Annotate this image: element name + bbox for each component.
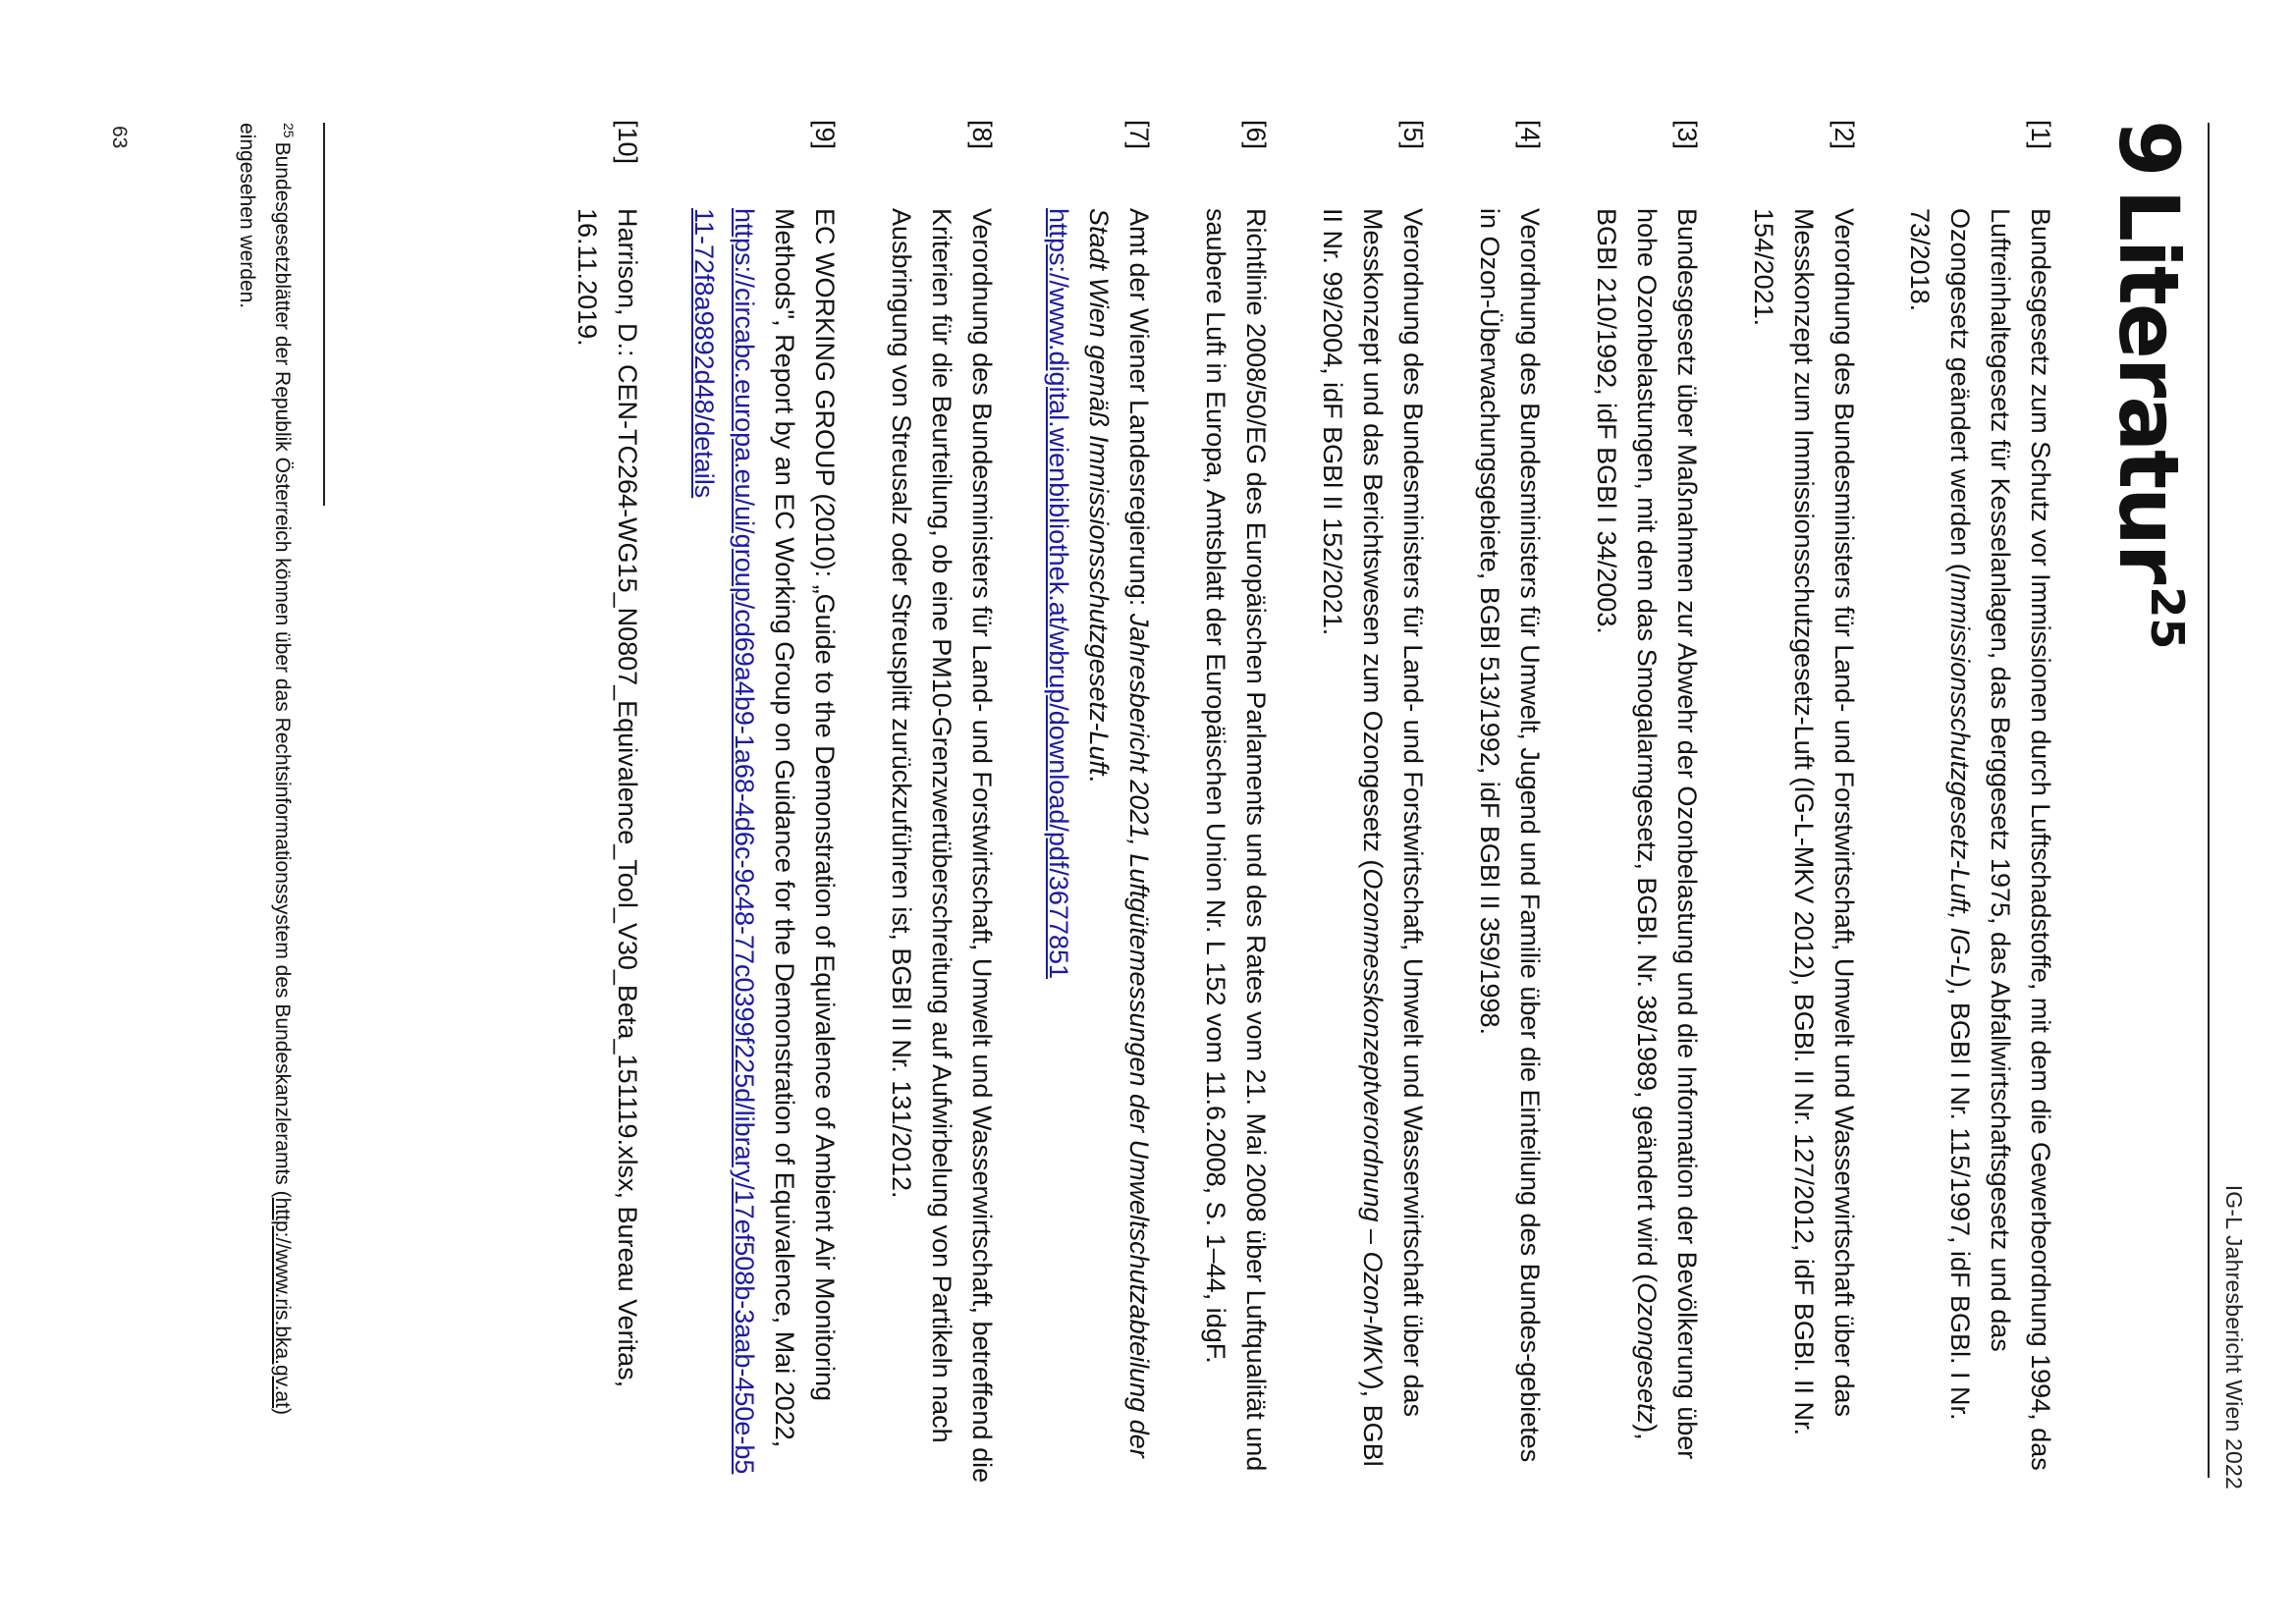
reference-item (567, 120, 647, 1485)
reference-number: [9] (810, 120, 840, 150)
footnote-text: Bundesgesetzblätter der Republik Österreich können über das Rechtsinformationssystem des Bundeskanzleramts ( (271, 141, 294, 1198)
reference-number: [8] (967, 120, 997, 150)
footnote (229, 123, 306, 1488)
footnote-rule (323, 123, 325, 506)
reference-number: [7] (1124, 120, 1154, 150)
reference-item (1586, 120, 1707, 1485)
reference-text: Verordnung des Bundesministers für Land- und Forstwirtschaft, Umwelt und Wasserwirtschaft, betreffend die Kriterien für die Beurteilung, ob eine PM10-Grenzwertüberschreitung auf Aufwirbelung von Partikeln nach Ausbringung von Streusalz oder Streusplitt zurückzuführen ist, BGBl II Nr. 131/2012. (887, 208, 997, 1484)
reference-text: Verordnung des Bundesministers für Land- und Forstwirtschaft, Umwelt und Wasserwirtschaft über das Messkonzept zum Immissionsschutzgesetz-Luft (IG-L-MKV 2012), BGBl. II Nr. 127/2012, idF BGBl. II Nr. 154/2021. (1749, 208, 1859, 1435)
reference-text: Verordnung des Bundesministers für Umwelt, Jugend und Familie über die Einteilung des Bundes-gebietes in Ozon-Überwachungsgebiete, BGBl 513/1992, idF BGBl II 359/1998. (1475, 208, 1545, 1463)
reference-link[interactable]: https://www.digital.wienbibliothek.at/wbrup/download/pdf/3677851 (1044, 208, 1073, 980)
reference-italic: Ozongesetz (1632, 1282, 1662, 1425)
reference-item (1469, 120, 1550, 1485)
page-number: 63 (108, 126, 131, 149)
reference-italic: Immissionsschutzgesetz-Luft, IG-L (1945, 571, 1975, 979)
reference-number: [3] (1672, 120, 1702, 150)
footnote-link[interactable]: http://www.ris.bka.gv.at (271, 1197, 294, 1408)
reference-text: Richtlinie 2008/50/EG des Europäischen Parlaments und des Rates vom 21. Mai 2008 über Luftqualität und saubere Luft in Europa, Amtsblatt der Europäischen Union Nr. L 152 vom 11.6.2008, S. 1–44, idgF. (1201, 208, 1271, 1472)
reference-list (567, 120, 2060, 1485)
chapter-footnote-mark: 25 (2141, 586, 2194, 650)
running-header: IG-L Jahresbericht Wien 2022 (2221, 1184, 2247, 1489)
reference-text: Harrison, D.: CEN-TC264-WG15_N0807_Equivalence_Tool_V30_Beta_151119.xlsx, Bureau Veritas, 16.11.2019. (573, 208, 642, 1388)
header-rule (2208, 123, 2210, 1478)
reference-number: [1] (2026, 120, 2055, 150)
reference-item (1195, 120, 1276, 1485)
reference-item (881, 120, 1002, 1485)
reference-number: [6] (1241, 120, 1271, 150)
reference-text: ), BGBl I Nr. 115/1997, idF BGBl. I Nr. 73/2018. (1905, 208, 1975, 1421)
reference-text: EC WORKING GROUP (2010): „Guide to the Demonstration of Equivalence of Ambient Air Monitoring Methods", Report by an EC Working Group on Guidance for the Demonstration of Equivalence, Mai 2022, (770, 208, 840, 1448)
chapter-title-text: Literatur (2101, 189, 2197, 583)
reference-text: Bundesgesetz zum Schutz vor Immissionen durch Luftschadstoffe, mit dem die Gewerbeordnung 1994, das Luftreinhaltegesetz für Kesselanlagen, das Berggesetz 1975, das Abfallwirtschaftsgesetz und das Ozongesetz geändert werden ( (1945, 208, 2055, 1471)
reference-text: ), BGBl II Nr. 99/2004, idF BGBl II 152/2021. (1318, 208, 1388, 1467)
reference-link[interactable]: https://circabc.europa.eu/ui/group/cd69a4b9-1a68-4d6c-9c48-77c0399f225d/library/17ef508b-3aab-450e-b511-72f8a9892d48/details (689, 208, 759, 1475)
reference-item (1899, 120, 2060, 1485)
footnote-text-end: ) eingesehen werden. (236, 123, 294, 1415)
reference-italic: Jahresbericht 2021, Luftgütemessungen der Umweltschutzabteilung der Stadt Wien gemäß Immissionsschutzgesetz-Luft (1084, 208, 1154, 1458)
reference-item (1038, 120, 1159, 1485)
reference-item (1312, 120, 1433, 1485)
reference-number: [4] (1515, 120, 1545, 150)
footnote-mark: 25 (281, 123, 297, 138)
reference-item (1743, 120, 1864, 1485)
reference-number: [2] (1830, 120, 1859, 150)
chapter-title (2101, 120, 2197, 650)
reference-item (683, 120, 845, 1485)
reference-text: Amt der Wiener Landesregierung: (1124, 208, 1154, 614)
reference-number: [10] (613, 120, 642, 165)
reference-italic: Ozonmesskonzeptverordnung – Ozon-MKV (1358, 868, 1388, 1381)
chapter-number: 9 (2101, 120, 2197, 176)
reference-text: Bundesgesetz über Maßnahmen zur Abwehr der Ozonbelastung und die Information der Bevölkerung über hohe Ozonbelastungen, mit dem das Smogalarmgesetz, BGBl. Nr. 38/1989, geändert wird ( (1632, 208, 1702, 1460)
reference-number: [5] (1398, 120, 1428, 150)
reference-text: ), BGBl 210/1992, idF BGBl I 34/2003. (1592, 208, 1662, 1440)
reference-text: Verordnung des Bundesministers für Land- und Forstwirtschaft, Umwelt und Wasserwirtschaft über das Messkonzept und das Berichtswesen zum Ozongesetz ( (1358, 208, 1428, 1418)
reference-text: . (1084, 775, 1114, 783)
